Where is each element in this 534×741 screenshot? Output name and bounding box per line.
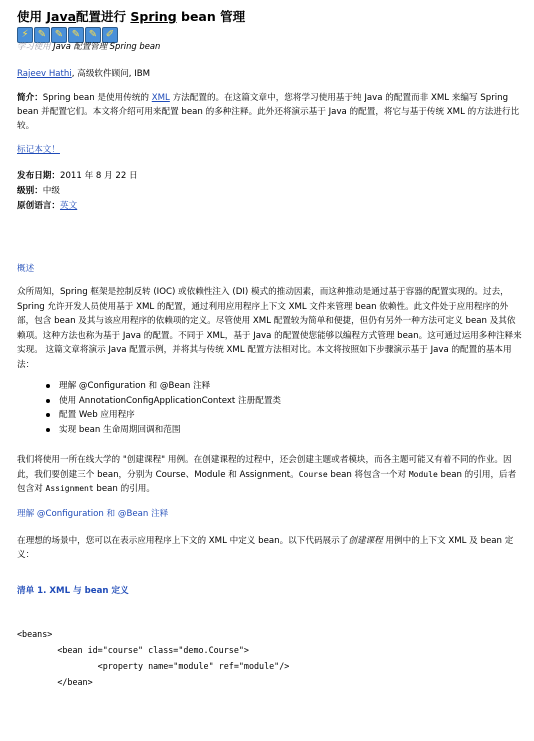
eraser-icon[interactable]: ✐: [102, 27, 118, 43]
pencil-icon[interactable]: ✎: [85, 27, 101, 43]
level: 级别：中级: [17, 186, 60, 196]
overview-paragraph: 众所周知，Spring 框架是控制反转 (IOC) 或依赖性注入 (DI) 模式的推动因素，而这种推动是通过基于容器的配置实现的。过去，Spring 允许开发人员使用基于 XML 的配置，通过利用应用程序上下文 XML 文件来管理 bean 依赖性。此文件处于应用程序的外部，包含 bean 及其与该应用程序的依赖项的定义。尽管使用 XML 配置较为简单和便捷，但仍有另外一种方法可定义 bean 及其依赖项。这种方法也称为基于 Java 的配置。不同于 XML，基于 Java 的配置使您能够以编程方式管理 bean。这可通过运用多种注释来实现。 这篇文章将演示 Java 配置示例，并将其与传统 XML 配置方法相对比。本文将按照如下步骤演示基于 Java 的配置的基本用法：: [17, 287, 522, 370]
context-paragraph: 在理想的场景中，您可以在表示应用程序上下文的 XML 中定义 bean。以下代码展示了创建课程 用例中的上下文 XML 及 bean 定义：: [17, 535, 514, 560]
lightning-icon[interactable]: ⚡: [17, 27, 33, 43]
author-link[interactable]: Rajeev Hathi: [17, 69, 72, 79]
publish-date: 发布日期：2011 年 8 月 22 日: [17, 171, 138, 181]
list-item: 使用 AnnotationConfigApplicationContext 注册配置类: [17, 394, 522, 409]
list-item: 配置 Web 应用程序: [17, 408, 522, 423]
article: [17, 8, 522, 690]
usecase-paragraph: 我们将使用一所在线大学的 "创建课程" 用例。在创建课程的过程中，还会创建主题或者模块，而各主题可能又有着不同的作业。因此，我们要创建三个 bean，分别为 Course、Module 和 Assignment。Course bean 将包含一个对 Module bean 的引用，后者包含对 Assignment bean 的引用。: [17, 455, 517, 494]
section-heading-overview: 概述: [17, 264, 35, 274]
pencil-icon[interactable]: ✎: [51, 27, 67, 43]
summary: 简介：Spring bean 是使用传统的 XML 方法配置的。在这篇文章中，您将学习使用基于纯 Java 的配置而非 XML 来编写 Spring bean 并配置它们。本文将介绍可用来配置 bean 的多种注释。此外还将演示基于 Java 的配置，将它与基于传统 XML 的方法进行比较。: [17, 93, 520, 131]
subtitle: 学习使用 Java 配置管理 Spring bean: [17, 41, 161, 51]
author-line: Rajeev Hathi, 高级软件顾问, IBM: [17, 69, 151, 79]
list-item: 实现 bean 生命周期回调和范围: [17, 423, 522, 438]
section-heading-annotations: 理解 @Configuration 和 @Bean 注释: [17, 508, 169, 519]
list-item: 理解 @Configuration 和 @Bean 注释: [17, 379, 522, 394]
original-language: 原创语言：英文: [17, 201, 78, 211]
pencil-icon[interactable]: ✎: [34, 27, 50, 43]
xml-link[interactable]: XML: [151, 93, 170, 103]
language-link[interactable]: 英文: [59, 201, 78, 211]
pencil-icon[interactable]: ✎: [68, 27, 84, 43]
mark-article-link[interactable]: 标记本文！: [17, 145, 60, 155]
meta-block: [17, 169, 522, 214]
page-title: 使用 Java配置进行 Spring bean 管理: [17, 9, 246, 24]
listing-title: 清单 1. XML 与 bean 定义: [17, 585, 129, 596]
steps-list: [17, 379, 522, 437]
code-block: <beans> <bean id="course" class="demo.Course"> <property name="module" ref="module"/> </bean>: [17, 628, 290, 687]
